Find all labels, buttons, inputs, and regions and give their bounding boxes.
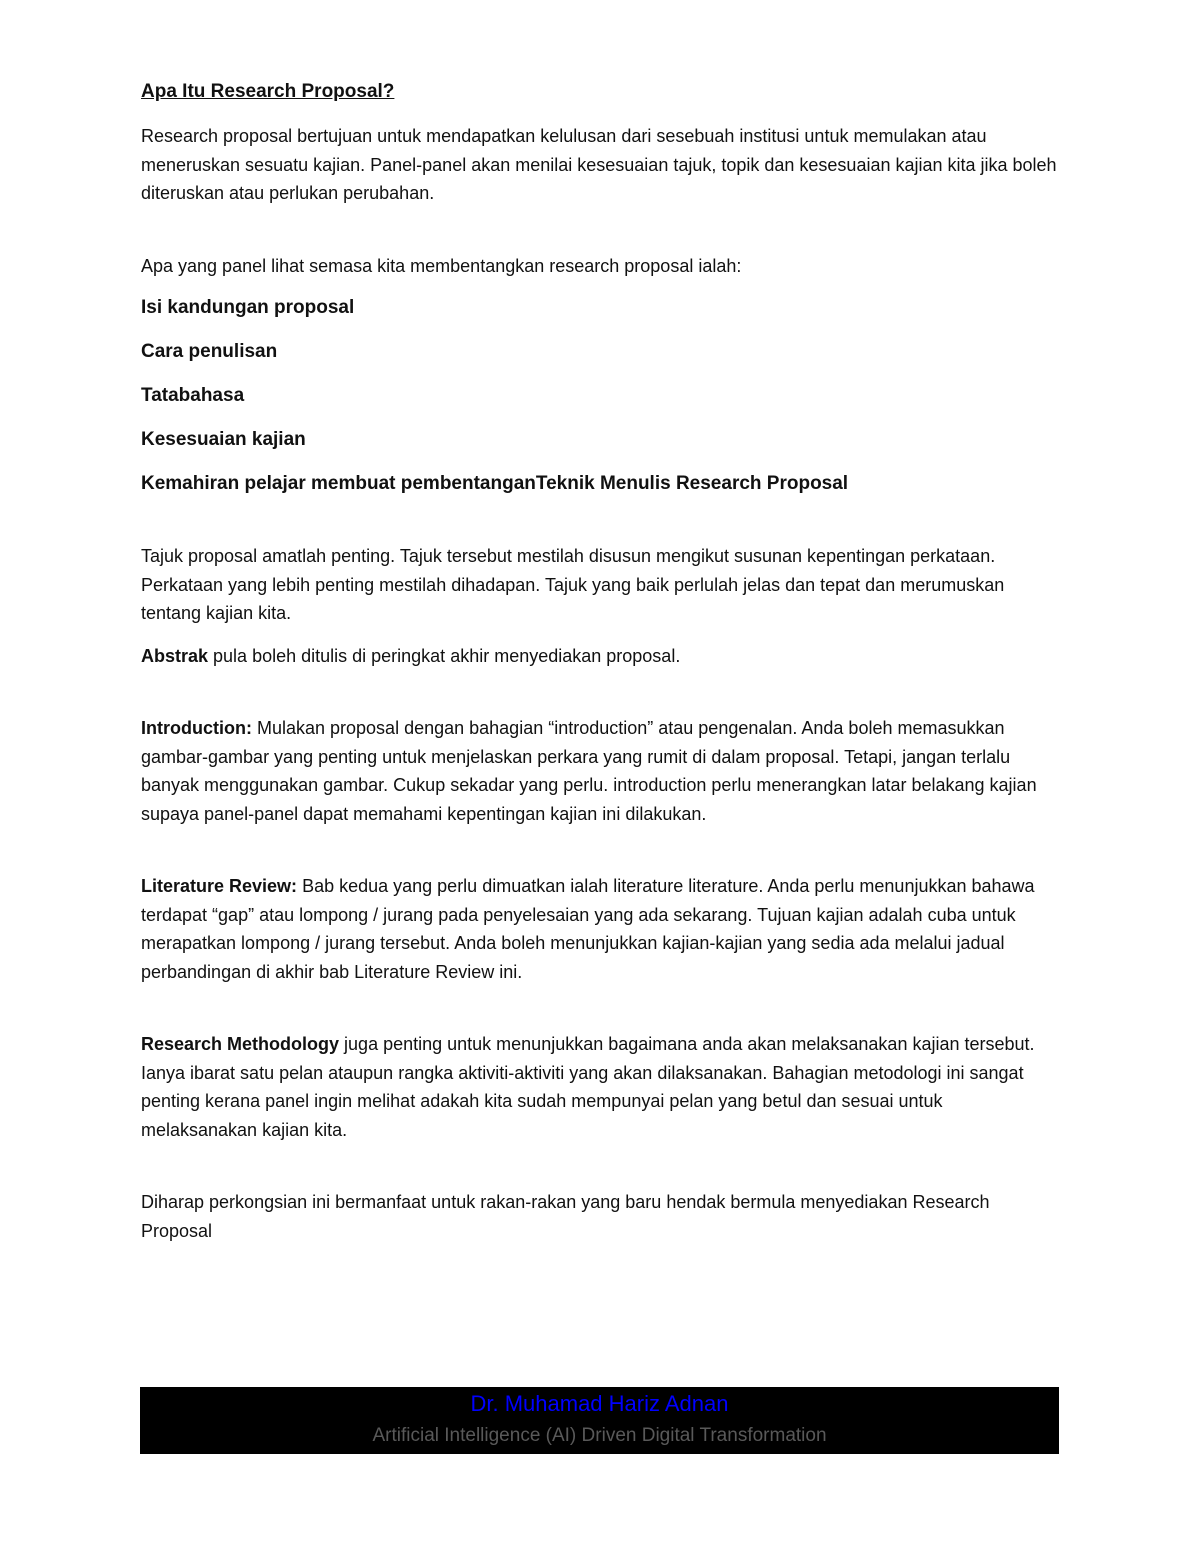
criteria-item: Kemahiran pelajar membuat pembentanganTeknik Menulis Research Proposal (141, 473, 849, 494)
introduction-text: Mulakan proposal dengan bahagian “introduction” atau pengenalan. Anda boleh memasukkan gambar-gambar yang penting untuk menjelaskan perkara yang rumit di dalam proposal. Tetapi, jangan terlalu banyak menggunakan gambar. Cukup sekadar yang perlu. introduction perlu menerangkan latar belakang kajian supaya panel-panel dapat memahami kepentingan kajian ini dilakukan. (141, 718, 1037, 824)
methodology-term: Research Methodology (141, 1034, 340, 1054)
criteria-list (141, 294, 1059, 498)
abstract-text: pula boleh ditulis di peringkat akhir menyediakan proposal. (208, 645, 681, 666)
intro-paragraph: Research proposal bertujuan untuk mendapatkan kelulusan dari sesebuah institusi untuk memulakan atau meneruskan sesuatu kajian. Panel-panel akan menilai kesesuaian tajuk, topik dan kesesuaian kajian kita jika boleh diteruskan atau perlukan perubahan. (141, 126, 1057, 203)
panel-intro-paragraph: Apa yang panel lihat semasa kita membentangkan research proposal ialah: (141, 255, 742, 276)
document-heading: Apa Itu Research Proposal? (141, 81, 395, 102)
literature-review-paragraph (141, 872, 1059, 986)
author-tagline: Artificial Intelligence (AI) Driven Digital Transformation (372, 1425, 827, 1446)
author-name: Dr. Muhamad Hariz Adnan (470, 1391, 729, 1416)
criteria-item: Tatabahasa (141, 385, 245, 406)
closing-paragraph: Diharap perkongsian ini bermanfaat untuk rakan-rakan yang baru hendak bermula menyediakan Research Proposal (141, 1192, 990, 1241)
literature-review-text: Bab kedua yang perlu dimuatkan ialah literature literature. Anda perlu menunjukkan bahawa terdapat “gap” atau lompong / jurang pada penyelesaian yang ada sekarang. Tujuan kajian adalah cuba untuk merapatkan lompong / jurang tersebut. Anda boleh menunjukkan kajian-kajian yang sedia ada melalui jadual perbandingan di akhir bab Literature Review ini. (141, 876, 1035, 982)
introduction-paragraph (141, 714, 1059, 828)
document-body (141, 78, 1059, 1259)
abstract-term: Abstrak (141, 645, 209, 666)
literature-review-term: Literature Review: (141, 876, 298, 896)
abstract-paragraph (141, 642, 1059, 671)
criteria-item: Isi kandungan proposal (141, 297, 355, 318)
methodology-paragraph (141, 1030, 1059, 1144)
criteria-item: Cara penulisan (141, 341, 278, 362)
author-footer (140, 1387, 1059, 1454)
title-paragraph: Tajuk proposal amatlah penting. Tajuk tersebut mestilah disusun mengikut susunan kepentingan perkataan. Perkataan yang lebih penting mestilah dihadapan. Tajuk yang baik perlulah jelas dan tepat dan merumuskan tentang kajian kita. (141, 546, 1005, 623)
introduction-term: Introduction: (141, 718, 252, 738)
criteria-item: Kesesuaian kajian (141, 429, 306, 450)
methodology-text: juga penting untuk menunjukkan bagaimana anda akan melaksanakan kajian tersebut. Ianya ibarat satu pelan ataupun rangka aktiviti-aktiviti yang akan dilaksanakan. Bahagian metodologi ini sangat penting kerana panel ingin melihat adakah kita sudah mempunyai pelan yang betul dan sesuai untuk melaksanakan kajian kita. (141, 1034, 1035, 1140)
